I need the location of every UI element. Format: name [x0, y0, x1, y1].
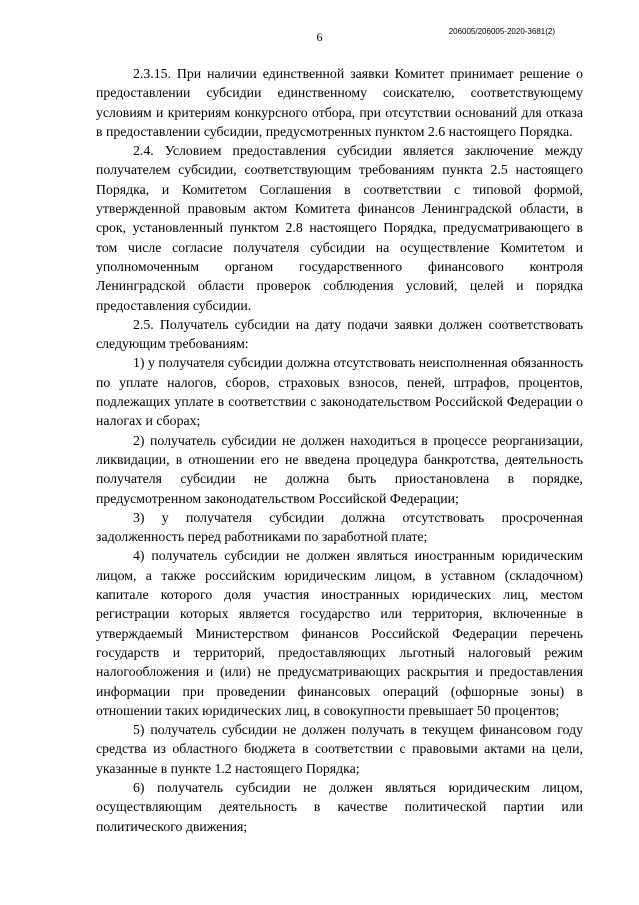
document-id: 206005/206005-2020-3681(2)	[448, 27, 555, 36]
requirement-2: 2) получатель субсидии не должен находиться в процессе реорганизации, ликвидации, в отношении его не введена процедура банкротства, деятельность получателя субсидии не должна быть приостановлена в порядке, предусмотренном законодательством Российской Федерации;	[96, 432, 583, 506]
requirement-3: 3) у получателя субсидии должна отсутствовать просроченная задолженность перед работниками по заработной плате;	[96, 509, 583, 545]
requirement-6: 6) получатель субсидии не должен являться юридическим лицом, осуществляющим деятельность в качестве политической партии или политического движения;	[96, 779, 583, 834]
document-body	[96, 64, 583, 836]
requirement-1: 1) у получателя субсидии должна отсутствовать неисполненная обязанность по уплате налогов, сборов, страховых взносов, пеней, штрафов, процентов, подлежащих уплате в соответствии с законодательством Российской Федерации о налогах и сборах;	[96, 355, 583, 429]
paragraph-2-3-15: 2.3.15. При наличии единственной заявки Комитет принимает решение о предоставлении субсидии единственному соискателю, соответствующему условиям и критериям конкурсного отбора, при отсутствии оснований для отказа в предоставлении субсидии, предусмотренных пунктом 2.6 настоящего Порядка.	[96, 66, 583, 139]
paragraph-2-5: 2.5. Получатель субсидии на дату подачи заявки должен соответствовать следующим требованиям:	[96, 316, 583, 352]
page-number: 6	[316, 30, 323, 44]
paragraph-2-4: 2.4. Условием предоставления субсидии является заключение между получателем субсидии, соответствующим требованиям пункта 2.5 настоящего Порядка, и Комитетом Соглашения в соответствии с типовой формой, утвержденной правовым актом Комитета финансов Ленинградской области, в срок, установленный пунктом 2.8 настоящего Порядка, предусматривающего в том числе согласие получателя субсидии на осуществление Комитетом и уполномоченным органом государственного финансового контроля Ленинградской области проверок соблюдения условий, целей и порядка предоставления субсидии.	[96, 143, 583, 313]
requirement-5: 5) получатель субсидии не должен получать в текущем финансовом году средства из областного бюджета в соответствии с правовыми актами на цели, указанные в пункте 1.2 настоящего Порядка;	[96, 722, 583, 776]
requirement-4: 4) получатель субсидии не должен являться иностранным юридическим лицом, а также российским юридическим лицом, в уставном (складочном) капитале которого доля участия иностранных юридических лиц, местом регистрации которых является государство или территория, включенные в утверждаемый Министерством финансов Российской Федерации перечень государств и территорий, предоставляющих льготный налоговый режим налогообложения и (или) не предусматривающих раскрытия и предоставления информации при проведении финансовых операций (офшорные зоны) в отношении таких юридических лиц, в совокупности превышает 50 процентов;	[96, 548, 583, 718]
